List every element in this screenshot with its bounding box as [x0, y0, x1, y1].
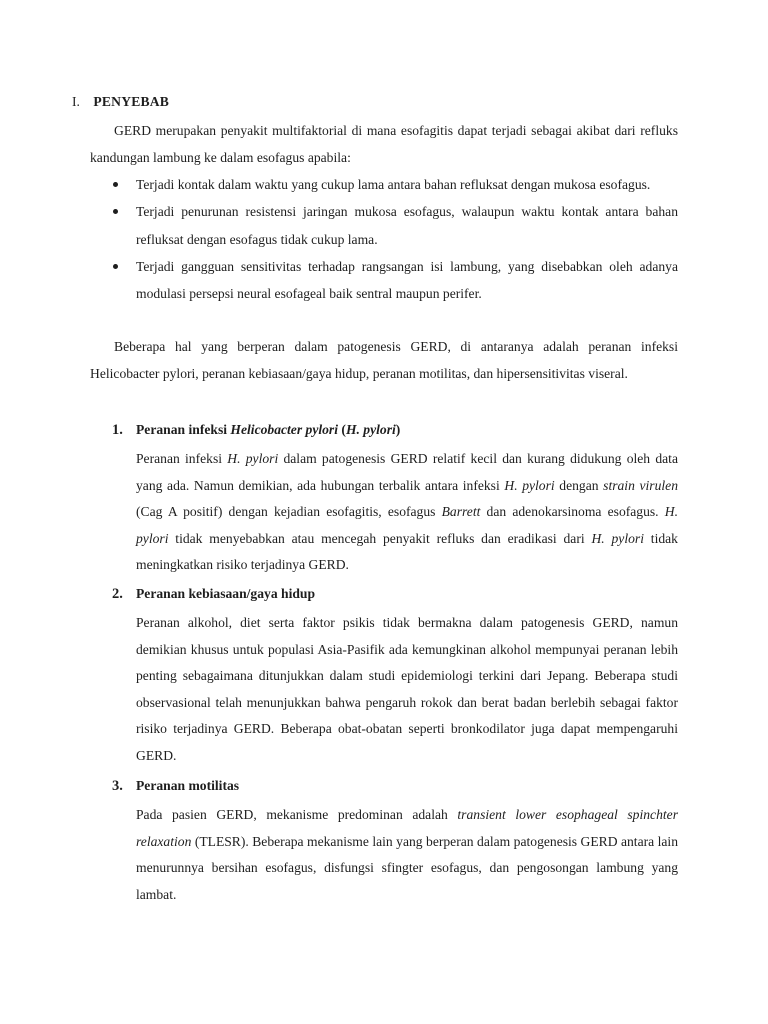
title-italic: H. pylori	[345, 422, 396, 437]
bullet-item	[90, 253, 678, 308]
italic-term: Barrett	[441, 504, 481, 519]
italic-term: H. pylori	[504, 477, 555, 493]
title-italic: Helicobacter pylori	[230, 422, 338, 437]
patogenesis-paragraph: Beberapa hal yang berperan dalam patogenesis GERD, di antaranya adalah peranan infeksi Helicobacter pylori, peranan kebiasaan/gaya hidup, peranan motilitas, dan hipersensitivitas viseral.	[90, 339, 678, 382]
title-text: )	[395, 422, 401, 437]
subsection-heading-1	[112, 420, 400, 440]
italic-term: strain virulen	[603, 477, 678, 493]
bullet-text: Terjadi kontak dalam waktu yang cukup lama antara bahan refluksat dengan mukosa esofagus.	[136, 177, 651, 192]
bullet-item	[90, 198, 678, 253]
intro-paragraph: GERD merupakan penyakit multifaktorial di mana esofagitis dapat terjadi sebagai akibat dari refluks kandungan lambung ke dalam esofagus apabila:	[90, 123, 678, 166]
italic-term: H. pylori	[136, 504, 678, 546]
bullet-dot-icon	[113, 264, 118, 269]
section-number: I.	[72, 94, 80, 109]
bullet-list	[90, 171, 678, 307]
subsection-number: 2.	[112, 586, 123, 602]
bullet-dot-icon	[113, 209, 118, 214]
italic-term: transient lower esophageal spinchter relaxation	[136, 807, 678, 849]
bullet-text: Terjadi penurunan resistensi jaringan mukosa esofagus, walaupun waktu kontak antara bahan refluksat dengan esofagus tidak cukup lama.	[136, 204, 678, 247]
subsection-body-2	[136, 610, 678, 769]
subsection-number: 3.	[112, 778, 123, 794]
subsection-title: Peranan kebiasaan/gaya hidup	[136, 586, 316, 601]
title-text: (	[338, 422, 346, 437]
bullet-item	[90, 171, 678, 198]
section-heading	[72, 92, 169, 112]
subsection-paragraph: Peranan infeksi H. pylori dalam patogenesis GERD relatif kecil dan kurang didukung oleh data yang ada. Namun demikian, ada hubungan terbalik antara infeksi H. pylori dengan strain virulen (Cag A positif) dengan kejadian esofagitis, esofagus Barrett dan adenokarsinoma esofagus. H. pylori tidak menyebabkan atau mencegah penyakit refluks dan eradikasi dari H. pylori tidak meningkatkan risiko terjadinya GERD.	[136, 451, 678, 572]
subsection-title	[136, 422, 400, 437]
italic-term: H. pylori	[227, 451, 279, 466]
italic-term: H. pylori	[591, 530, 644, 546]
subsection-title: Peranan motilitas	[136, 778, 240, 793]
subsection-heading-2	[112, 584, 315, 604]
bullet-dot-icon	[113, 182, 118, 187]
subsection-paragraph: Pada pasien GERD, mekanisme predominan adalah transient lower esophageal spinchter relaxation (TLESR). Beberapa mekanisme lain yang berperan dalam patogenesis GERD antara lain menurunnya bersihan esofagus, disfungsi sfingter esofagus, dan pengosongan lambung yang lambat.	[136, 807, 678, 902]
subsection-heading-3	[112, 776, 239, 796]
section-title: PENYEBAB	[93, 94, 170, 109]
subsection-number: 1.	[112, 422, 123, 438]
bullet-text: Terjadi gangguan sensitivitas terhadap rangsangan isi lambung, yang disebabkan oleh adanya modulasi persepsi neural esofageal baik sentral maupun perifer.	[136, 258, 678, 302]
subsection-body-1	[136, 446, 678, 579]
subsection-body-3	[136, 802, 678, 908]
subsection-paragraph: Peranan alkohol, diet serta faktor psikis tidak bermakna dalam patogenesis GERD, namun demikian khusus untuk populasi Asia-Pasifik ada kemungkinan alkohol mempunyai peranan lebih penting sebagaimana ditunjukkan dalam studi epidemiologi terkini dari Jepang. Beberapa studi observasional telah menunjukkan bahwa pengaruh rokok dan berat badan berlebih sebagai faktor risiko terjadinya GERD. Beberapa obat-obatan seperti bronkodilator juga dapat mempengaruhi GERD.	[136, 615, 678, 763]
title-text: Peranan infeksi	[136, 422, 231, 437]
